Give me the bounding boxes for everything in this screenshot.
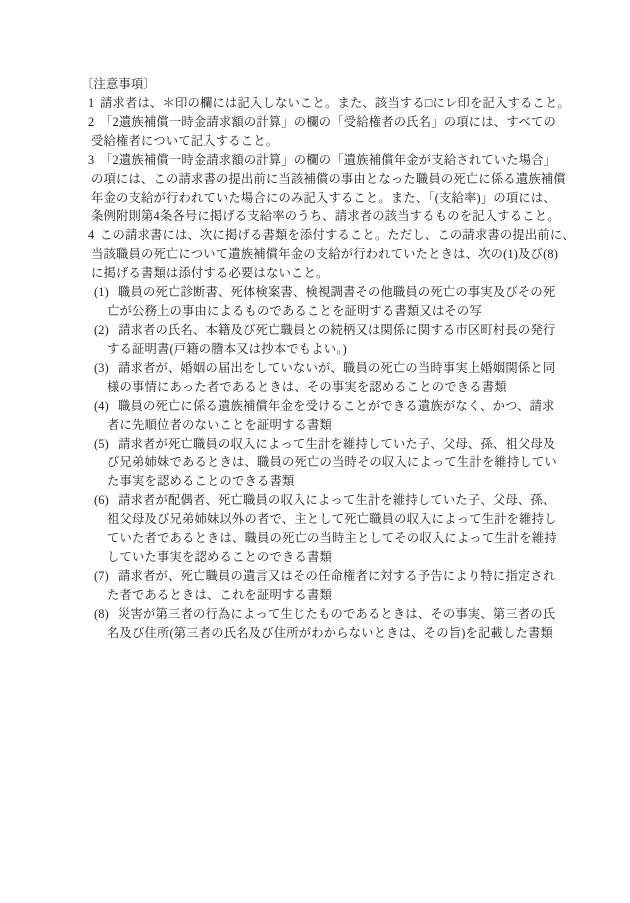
attachment-number: (2) [94, 322, 109, 337]
note-text: 「2遺族補償一時金請求額の計算」の欄の「受給権者の氏名」の項には、すべての [100, 114, 556, 129]
note-line: に掲げる書類は添付する必要はないこと。 [91, 266, 329, 281]
attachment-text: 請求者が、死亡職員の遺言又はその任命権者に対する予告により特に指定され [118, 568, 556, 583]
attachment-text: 災害が第三者の行為によって生じたものであるときは、その事実、第三者の氏 [118, 606, 556, 621]
attachment-item-1 [81, 283, 563, 321]
attachment-number: (6) [94, 493, 109, 508]
attachment-line: び兄弟姉妹であるときは、職員の死亡の当時その収入によって生計を維持してい [107, 455, 557, 470]
attachment-line [94, 435, 563, 454]
attachment-line [94, 397, 563, 416]
attachment-line [94, 321, 563, 340]
notes-heading: 〔注意事項〕 [81, 77, 156, 91]
note-line: 当該職員の死亡について遺族補償年金の支給が行われていたときは、次の(1)及び(8) [91, 247, 559, 262]
attachment-line [94, 605, 563, 624]
note-number: 1 [88, 95, 95, 110]
note-text: この請求書には、次に掲げる書類を添付すること。ただし、この請求書の提出前に、 [100, 228, 575, 243]
note-number: 4 [88, 228, 95, 243]
note-number: 2 [88, 114, 95, 129]
note-line: の項には、この請求書の提出前に当該補償の事由となった職員の死亡に係る遺族補償 [91, 171, 566, 186]
note-item-2 [81, 113, 563, 151]
attachment-line: 名及び住所(第三者の氏名及び住所がわからないときは、その旨)を記載した書類 [107, 625, 553, 640]
attachment-list [81, 283, 563, 643]
attachment-text: 請求者が配偶者、死亡職員の収入によって生計を維持していた子、父母、孫、 [118, 493, 556, 508]
note-item-3 [81, 151, 566, 227]
attachment-line: していた事実を認めることのできる書類 [107, 550, 332, 565]
attachment-text: 職員の死亡に係る遺族補償年金を受けることができる遺族がなく、かつ、請求 [118, 398, 555, 413]
attachment-number: (5) [94, 436, 109, 451]
note-text: 「2遺族補償一時金請求額の計算」の欄の「遺族補償年金が支給されていた場合」 [100, 152, 557, 167]
attachment-item-2 [81, 321, 563, 359]
note-line [88, 151, 563, 170]
attachment-line [94, 567, 563, 586]
attachment-line [94, 491, 563, 510]
notice-content [81, 75, 575, 643]
attachment-line: 様の事情にあった者であるときは、その事実を認めることのできる書類 [107, 379, 507, 394]
note-line: 受給権者について記入すること。 [91, 133, 279, 148]
attachment-item-4 [81, 397, 563, 435]
attachment-number: (3) [94, 360, 109, 375]
attachment-number: (7) [94, 568, 109, 583]
attachment-item-3 [81, 359, 563, 397]
attachment-text: 請求者が死亡職員の収入によって生計を維持していた子、父母、孫、祖父母及 [118, 436, 556, 451]
attachment-item-7 [81, 567, 563, 605]
attachment-line: た事実を認めることのできる書類 [107, 474, 295, 489]
attachment-item-6 [81, 491, 563, 567]
attachment-text: 職員の死亡診断書、死体検案書、検視調書その他職員の死亡の事実及びその死 [118, 285, 556, 300]
note-item-1 [81, 94, 571, 113]
note-line: 条例附則第4条各号に掲げる支給率のうち、請求者の該当するものを記入すること。 [91, 209, 560, 224]
attachment-line: た者であるときは、これを証明する書類 [107, 587, 332, 602]
attachment-line: ていた者であるときは、職員の死亡の当時主としてその収入によって生計を維持 [107, 531, 557, 546]
attachment-text: 請求者が、婚姻の届出をしていないが、職員の死亡の当時事実上婚姻関係と同 [118, 360, 556, 375]
attachment-item-5 [81, 435, 563, 492]
note-line [88, 113, 563, 132]
note-item-4 [81, 226, 575, 283]
attachment-number: (1) [94, 285, 109, 300]
attachment-line [94, 359, 563, 378]
attachment-text: 請求者の氏名、本籍及び死亡職員との続柄又は関係に関する市区町村長の発行 [118, 322, 556, 337]
attachment-line: する証明書(戸籍の謄本又は抄本でもよい。) [107, 341, 347, 356]
note-line [88, 226, 575, 245]
attachment-item-8 [81, 605, 563, 643]
note-number: 3 [88, 152, 95, 167]
note-text: 請求者は、＊印の欄には記入しないこと。また、該当する□にレ印を記入すること。 [100, 95, 571, 110]
attachment-number: (8) [94, 606, 109, 621]
attachment-line: 亡が公務上の事由によるものであることを証明する書類又はその写 [107, 304, 482, 319]
attachment-line: 祖父母及び兄弟姉妹以外の者で、主として死亡職員の収入によって生計を維持し [107, 512, 557, 527]
attachment-line: 者に先順位者のないことを証明する書類 [107, 417, 332, 432]
attachment-number: (4) [94, 398, 109, 413]
attachment-line [94, 283, 563, 302]
note-line [88, 94, 571, 113]
note-line: 年金の支給が行われていた場合にのみ記入すること。また、「(支給率)」の項には、 [91, 190, 556, 205]
